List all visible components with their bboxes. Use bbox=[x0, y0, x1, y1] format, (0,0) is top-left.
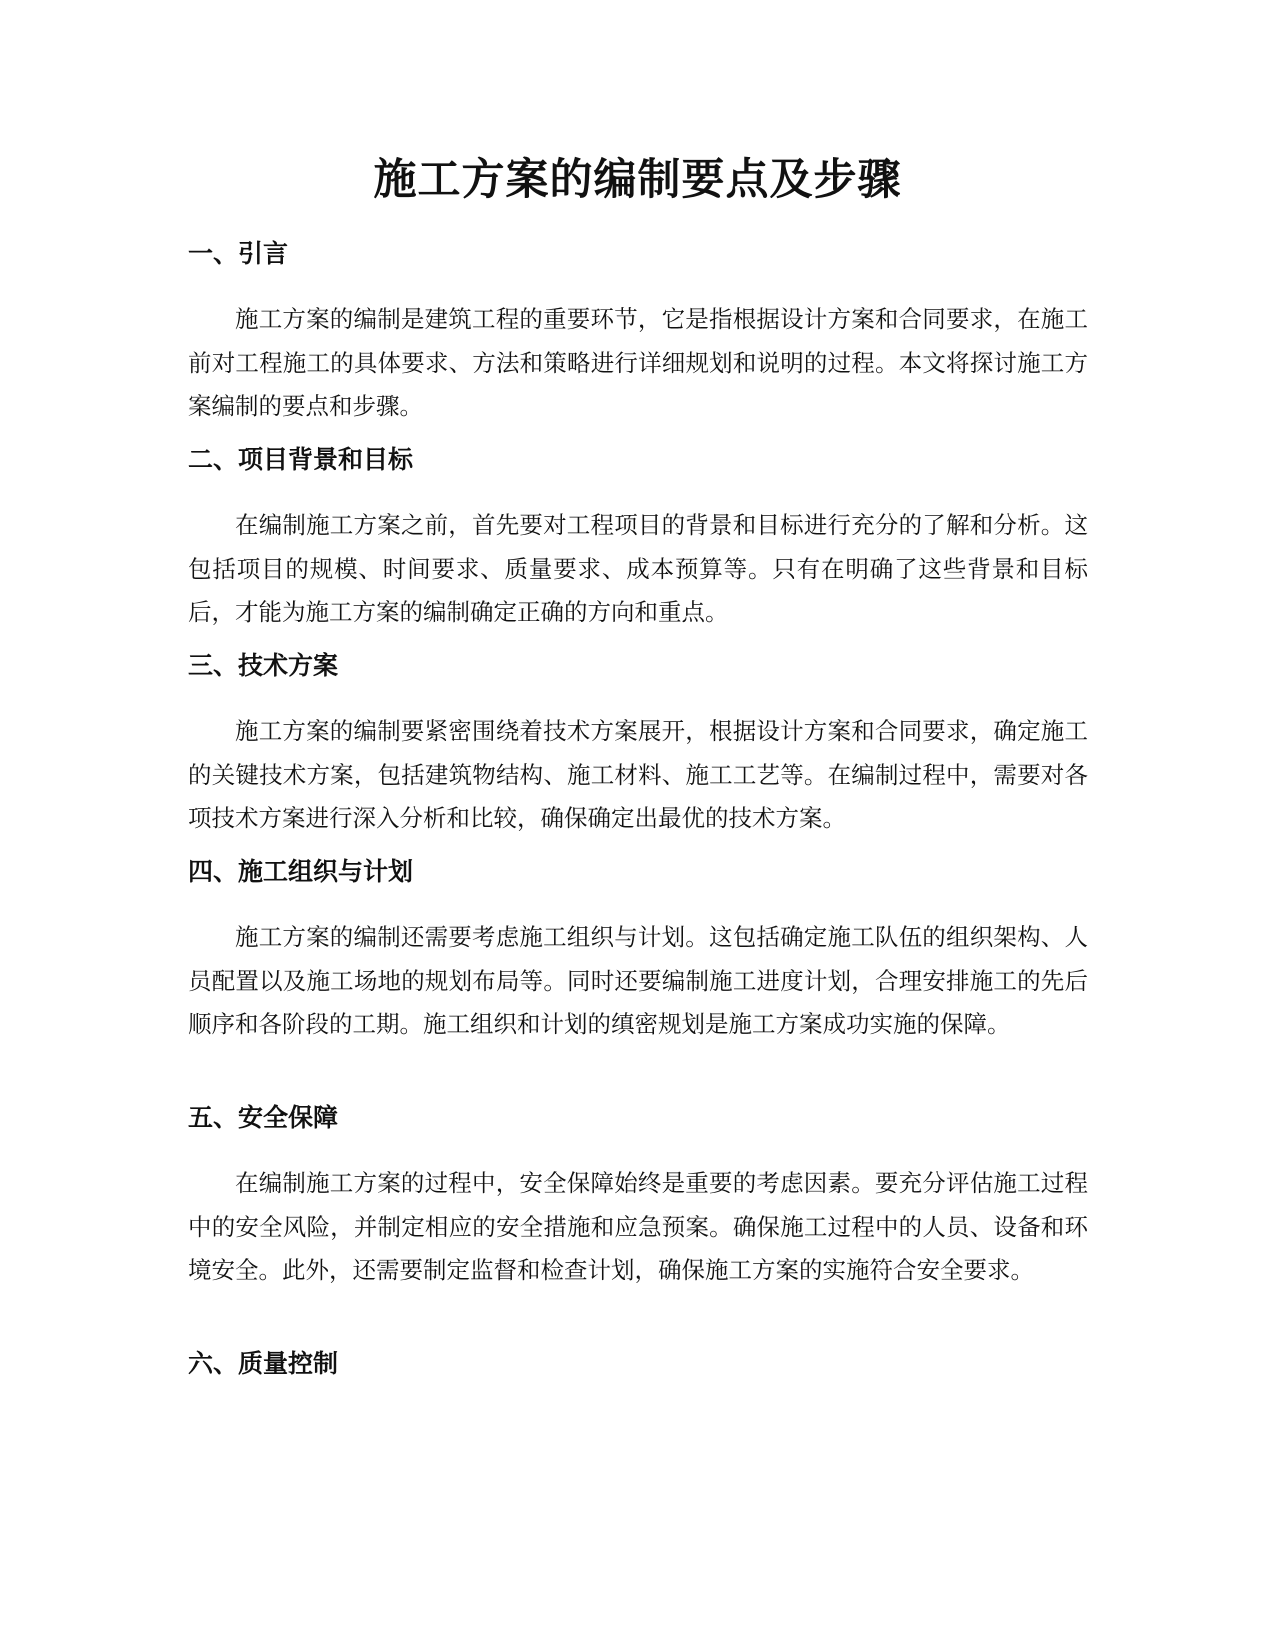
section-body: 在编制施工方案的过程中，安全保障始终是重要的考虑因素。要充分评估施工过程中的安全风险，并制定相应的安全措施和应急预案。确保施工过程中的人员、设备和环境安全。此外，还需要制定监督和检查计划，确保施工方案的实施符合安全要求。 bbox=[188, 1169, 1088, 1284]
section-quality-control bbox=[188, 1346, 1088, 1382]
section-organization-plan bbox=[188, 854, 1088, 1047]
document-title: 施工方案的编制要点及步骤 bbox=[373, 155, 902, 205]
section-safety bbox=[188, 1100, 1088, 1293]
section-body: 施工方案的编制要紧密围绕着技术方案展开，根据设计方案和合同要求，确定施工的关键技术方案，包括建筑物结构、施工材料、施工工艺等。在编制过程中，需要对各项技术方案进行深入分析和比较，确保确定出最优的技术方案。 bbox=[188, 717, 1088, 832]
section-introduction bbox=[188, 236, 1088, 429]
section-heading: 一、引言 bbox=[188, 239, 289, 268]
section-heading: 六、质量控制 bbox=[188, 1349, 339, 1378]
section-heading: 二、项目背景和目标 bbox=[188, 445, 414, 474]
section-body: 施工方案的编制还需要考虑施工组织与计划。这包括确定施工队伍的组织架构、人员配置以及施工场地的规划布局等。同时还要编制施工进度计划，合理安排施工的先后顺序和各阶段的工期。施工组织和计划的缜密规划是施工方案成功实施的保障。 bbox=[188, 923, 1088, 1038]
section-heading: 三、技术方案 bbox=[188, 651, 339, 680]
section-body: 施工方案的编制是建筑工程的重要环节，它是指根据设计方案和合同要求，在施工前对工程施工的具体要求、方法和策略进行详细规划和说明的过程。本文将探讨施工方案编制的要点和步骤。 bbox=[188, 305, 1088, 420]
section-project-background bbox=[188, 442, 1088, 635]
section-heading: 四、施工组织与计划 bbox=[188, 857, 414, 886]
section-technical-plan bbox=[188, 648, 1088, 841]
section-body: 在编制施工方案之前，首先要对工程项目的背景和目标进行充分的了解和分析。这包括项目的规模、时间要求、质量要求、成本预算等。只有在明确了这些背景和目标后，才能为施工方案的编制确定正确的方向和重点。 bbox=[188, 511, 1088, 626]
section-heading: 五、安全保障 bbox=[188, 1103, 339, 1132]
